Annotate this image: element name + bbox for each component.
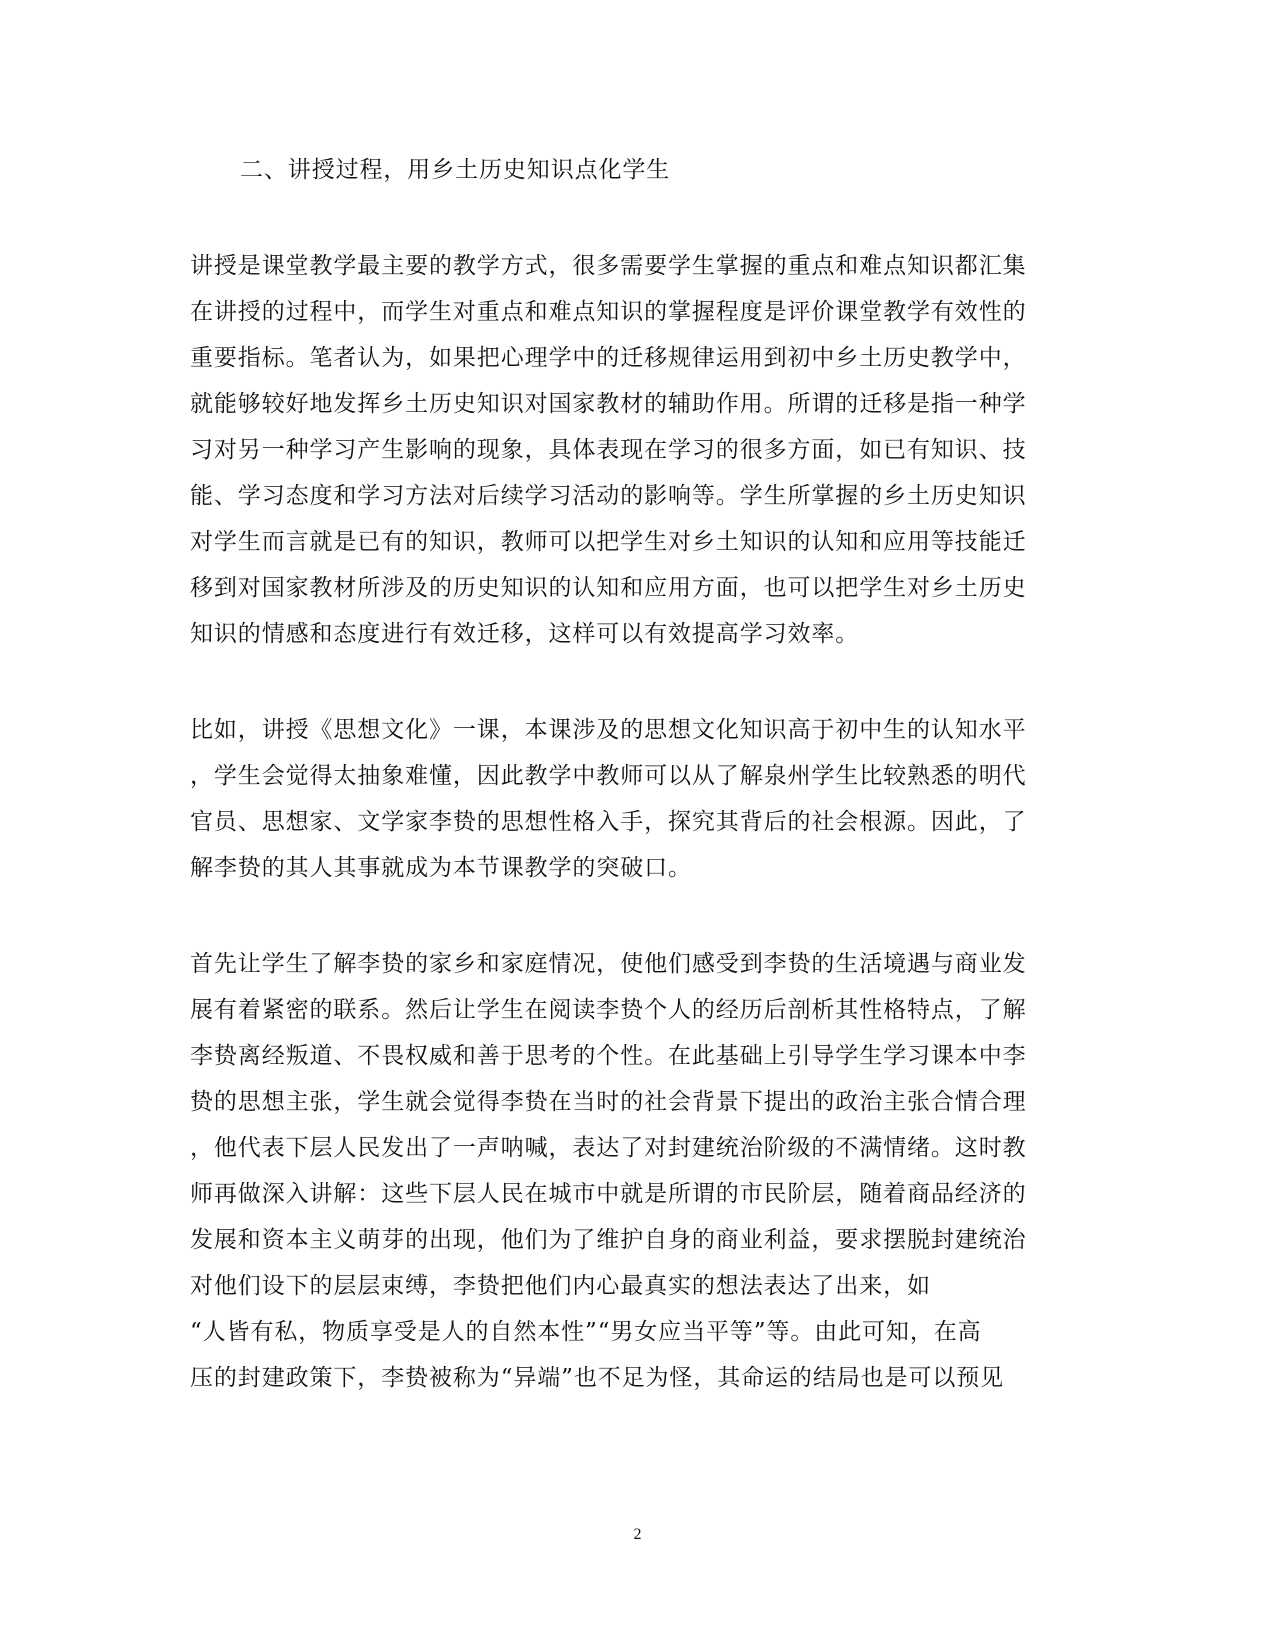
paragraph-2-line-4: 解李贽的其人其事就成为本节课教学的突破口。 <box>190 855 692 881</box>
paragraph-1-line-5: 习对另一种学习产生影响的现象，具体表现在学习的很多方面，如已有知识、技 <box>190 437 1027 463</box>
paragraph-3-line-6: 师再做深入讲解：这些下层人民在城市中就是所谓的市民阶层，随着商品经济的 <box>190 1181 1027 1207</box>
paragraph-2-line-2: ，学生会觉得太抽象难懂，因此教学中教师可以从了解泉州学生比较熟悉的明代 <box>190 763 1027 789</box>
paragraph-3-line-8: 对他们设下的层层束缚，李贽把他们内心最真实的想法表达了出来，如 <box>190 1273 931 1299</box>
paragraph-2-line-1: 比如，讲授《思想文化》一课，本课涉及的思想文化知识高于初中生的认知水平 <box>190 717 1027 743</box>
paragraph-1-line-2: 在讲授的过程中，而学生对重点和难点知识的掌握程度是评价课堂教学有效性的 <box>190 299 1027 325</box>
paragraph-3-line-4: 贽的思想主张，学生就会觉得李贽在当时的社会背景下提出的政治主张合情合理 <box>190 1089 1027 1115</box>
paragraph-1-line-6: 能、学习态度和学习方法对后续学习活动的影响等。学生所掌握的乡土历史知识 <box>190 483 1027 509</box>
paragraph-3-line-10: 压的封建政策下，李贽被称为“异端”也不足为怪，其命运的结局也是可以预见 <box>190 1365 1005 1391</box>
paragraph-1-line-7: 对学生而言就是已有的知识，教师可以把学生对乡土知识的认知和应用等技能迁 <box>190 529 1027 555</box>
page-number: 2 <box>633 1526 642 1543</box>
paragraph-3-line-9: “人皆有私，物质享受是人的自然本性”“男女应当平等”等。由此可知，在高 <box>190 1319 982 1345</box>
paragraph-3-line-5: ，他代表下层人民发出了一声呐喊，表达了对封建统治阶级的不满情绪。这时教 <box>190 1135 1027 1161</box>
paragraph-1-line-4: 就能够较好地发挥乡土历史知识对国家教材的辅助作用。所谓的迁移是指一种学 <box>190 391 1027 417</box>
paragraph-3-line-3: 李贽离经叛道、不畏权威和善于思考的个性。在此基础上引导学生学习课本中李 <box>190 1043 1027 1069</box>
paragraph-1-line-9: 知识的情感和态度进行有效迁移，这样可以有效提高学习效率。 <box>190 621 860 647</box>
section-heading: 二、讲授过程，用乡土历史知识点化学生 <box>240 157 671 183</box>
paragraph-1-line-1: 讲授是课堂教学最主要的教学方式，很多需要学生掌握的重点和难点知识都汇集 <box>190 253 1027 279</box>
paragraph-3-line-1: 首先让学生了解李贽的家乡和家庭情况，使他们感受到李贽的生活境遇与商业发 <box>190 951 1027 977</box>
paragraph-1-line-3: 重要指标。笔者认为，如果把心理学中的迁移规律运用到初中乡土历史教学中， <box>190 345 1027 371</box>
paragraph-1-line-8: 移到对国家教材所涉及的历史知识的认知和应用方面，也可以把学生对乡土历史 <box>190 575 1027 601</box>
paragraph-3-line-2: 展有着紧密的联系。然后让学生在阅读李贽个人的经历后剖析其性格特点，了解 <box>190 997 1027 1023</box>
paragraph-3-line-7: 发展和资本主义萌芽的出现，他们为了维护自身的商业利益，要求摆脱封建统治 <box>190 1227 1027 1253</box>
paragraph-2-line-3: 官员、思想家、文学家李贽的思想性格入手，探究其背后的社会根源。因此，了 <box>190 809 1027 835</box>
